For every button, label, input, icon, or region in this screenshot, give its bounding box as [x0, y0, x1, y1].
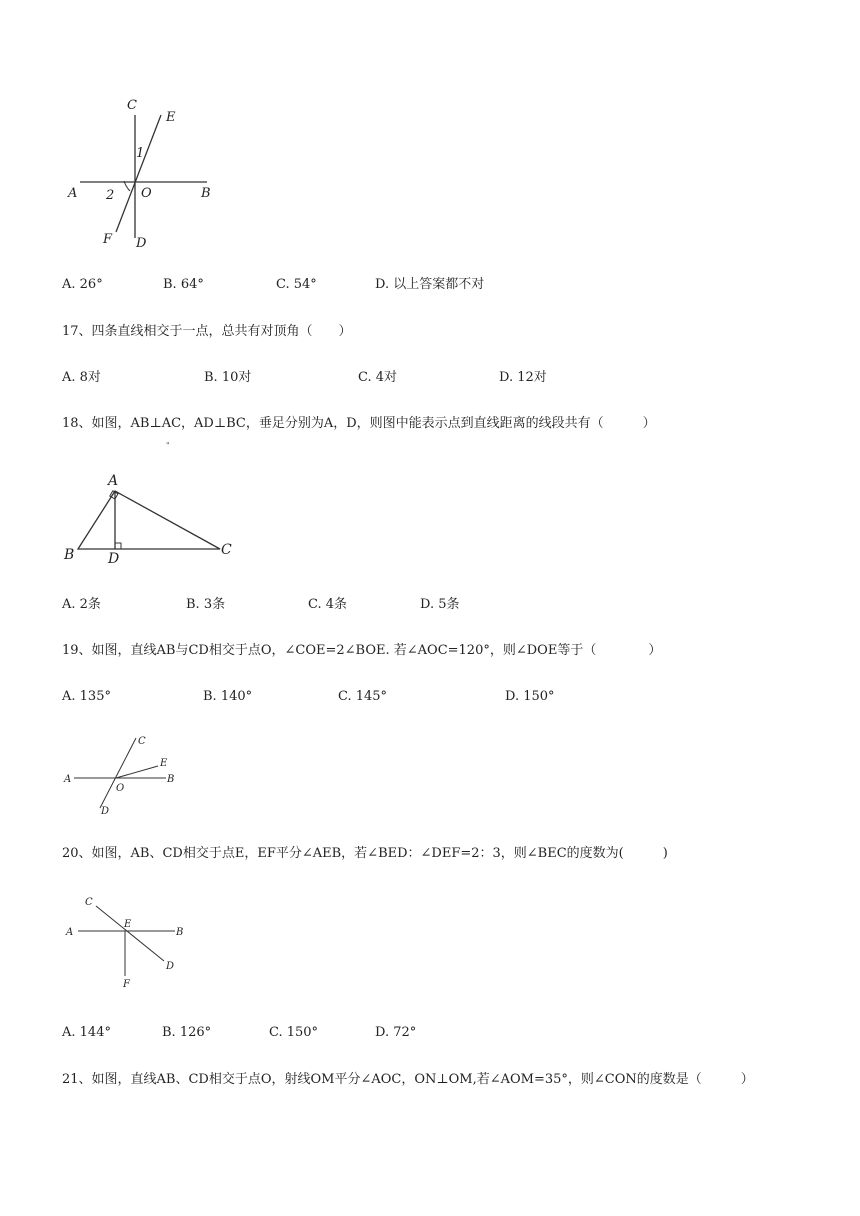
label-a: A: [64, 774, 72, 785]
label-b: B: [64, 547, 75, 563]
q17-option-a[interactable]: A. 8对: [62, 370, 101, 385]
q16-option-a[interactable]: A. 26°: [62, 277, 103, 292]
label-f: F: [103, 232, 113, 247]
q21-stem: 21、如图，直线AB、CD相交于点O，射线OM平分∠AOC，ON⊥OM,若∠AOM=35°，则∠CON的度数是（ ）: [62, 1072, 754, 1087]
figure-q19: [60, 730, 190, 820]
q16-option-b[interactable]: B. 64°: [163, 277, 204, 292]
label-c: C: [221, 542, 232, 558]
label-d: D: [166, 961, 175, 972]
q18-stem: 18、如图，AB⊥AC，AD⊥BC，垂足分别为A，D，则图中能表示点到直线距离的线段共有（ ）: [62, 416, 656, 431]
label-e: E: [166, 110, 176, 125]
figure-q18: [60, 470, 240, 570]
figure-q20: [60, 890, 200, 990]
label-c: C: [138, 736, 146, 747]
label-d: D: [101, 806, 110, 817]
stray-mark: ": [166, 441, 170, 450]
q18-option-c[interactable]: C. 4条: [308, 597, 348, 612]
q18-option-b[interactable]: B. 3条: [186, 597, 226, 612]
label-d: D: [108, 551, 120, 567]
q20-option-b[interactable]: B. 126°: [162, 1025, 212, 1040]
line-cd: [96, 906, 164, 961]
q20-stem: 20、如图，AB、CD相交于点E，EF平分∠AEB，若∠BED：∠DEF=2：3，则∠BEC的度数为( ): [62, 846, 668, 861]
label-f: F: [123, 979, 130, 990]
q19-stem: 19、如图，直线AB与CD相交于点O，∠COE=2∠BOE. 若∠AOC=120°，则∠DOE等于（ ）: [62, 643, 662, 658]
label-o: O: [116, 783, 125, 794]
q18-option-a[interactable]: A. 2条: [62, 597, 101, 612]
label-b: B: [201, 186, 211, 201]
label-e: E: [124, 919, 132, 930]
label-a: A: [66, 927, 74, 938]
q19-option-c[interactable]: C. 145°: [338, 689, 388, 704]
figure-q16: [60, 95, 220, 255]
q16-option-d[interactable]: D. 以上答案都不对: [375, 277, 485, 292]
q18-option-d[interactable]: D. 5条: [420, 597, 460, 612]
q17-option-c[interactable]: C. 4对: [358, 370, 398, 385]
label-b: B: [176, 927, 184, 938]
label-c: C: [85, 897, 93, 908]
label-b: B: [167, 774, 175, 785]
q20-option-c[interactable]: C. 150°: [269, 1025, 319, 1040]
ray-oe: [116, 766, 158, 778]
q19-option-a[interactable]: A. 135°: [62, 689, 111, 704]
q20-option-a[interactable]: A. 144°: [62, 1025, 111, 1040]
q17-stem: 17、四条直线相交于一点，总共有对顶角（ ）: [62, 324, 352, 339]
line-cd: [100, 738, 136, 808]
label-e: E: [160, 758, 168, 769]
q19-option-b[interactable]: B. 140°: [203, 689, 253, 704]
label-d: D: [136, 236, 147, 251]
label-1: 1: [136, 146, 145, 161]
label-a: A: [68, 186, 78, 201]
q17-option-d[interactable]: D. 12对: [499, 370, 547, 385]
q19-option-d[interactable]: D. 150°: [505, 689, 555, 704]
triangle-abc: [78, 491, 220, 549]
label-2: 2: [106, 188, 115, 203]
line-ef: [116, 115, 161, 232]
label-a: A: [108, 473, 119, 489]
q17-option-b[interactable]: B. 10对: [204, 370, 252, 385]
label-c: C: [127, 98, 137, 113]
label-o: O: [141, 186, 152, 201]
right-angle-mark-d: [115, 543, 121, 549]
q16-option-c[interactable]: C. 54°: [276, 277, 317, 292]
q20-option-d[interactable]: D. 72°: [375, 1025, 417, 1040]
